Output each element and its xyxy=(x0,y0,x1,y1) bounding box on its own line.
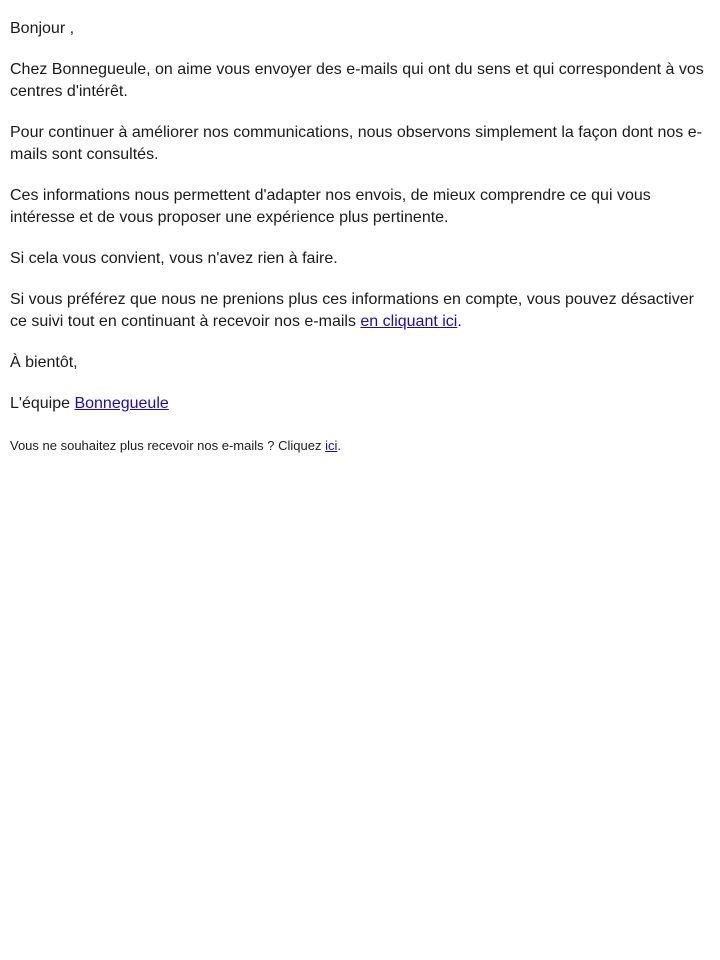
tracking-paragraph: Pour continuer à améliorer nos communications, nous observons simplement la façon dont nos e-mails sont consultés. xyxy=(10,124,702,163)
consent-paragraph: Si cela vous convient, vous n'avez rien à faire. xyxy=(10,250,338,267)
intro-paragraph: Chez Bonnegueule, on aime vous envoyer des e-mails qui ont du sens et qui correspondent à vos centres d'intérêt. xyxy=(10,61,704,100)
opt-out-paragraph xyxy=(10,289,710,333)
opt-out-period: . xyxy=(457,313,462,330)
brand-link[interactable]: Bonnegueule xyxy=(74,395,169,412)
email-body xyxy=(0,0,720,455)
disable-tracking-link[interactable]: en cliquant ici xyxy=(360,313,458,330)
opt-out-text: Si vous préférez que nous ne prenions plus ces informations en compte, vous pouvez désactiver ce suivi tout en continuant à recevoir nos e-mails xyxy=(10,291,694,330)
signature-prefix: L'équipe xyxy=(10,395,75,412)
unsubscribe-footer xyxy=(10,437,710,455)
unsubscribe-text: Vous ne souhaitez plus recevoir nos e-mails ? Cliquez xyxy=(10,438,326,453)
signature xyxy=(10,393,710,415)
benefits-paragraph: Ces informations nous permettent d'adapter nos envois, de mieux comprendre ce qui vous intéresse et de vous proposer une expérience plus pertinente. xyxy=(10,187,651,226)
signoff: À bientôt, xyxy=(10,354,78,371)
unsubscribe-link[interactable]: ici xyxy=(325,438,338,453)
greeting: Bonjour , xyxy=(10,20,75,37)
unsubscribe-period: . xyxy=(337,438,341,453)
